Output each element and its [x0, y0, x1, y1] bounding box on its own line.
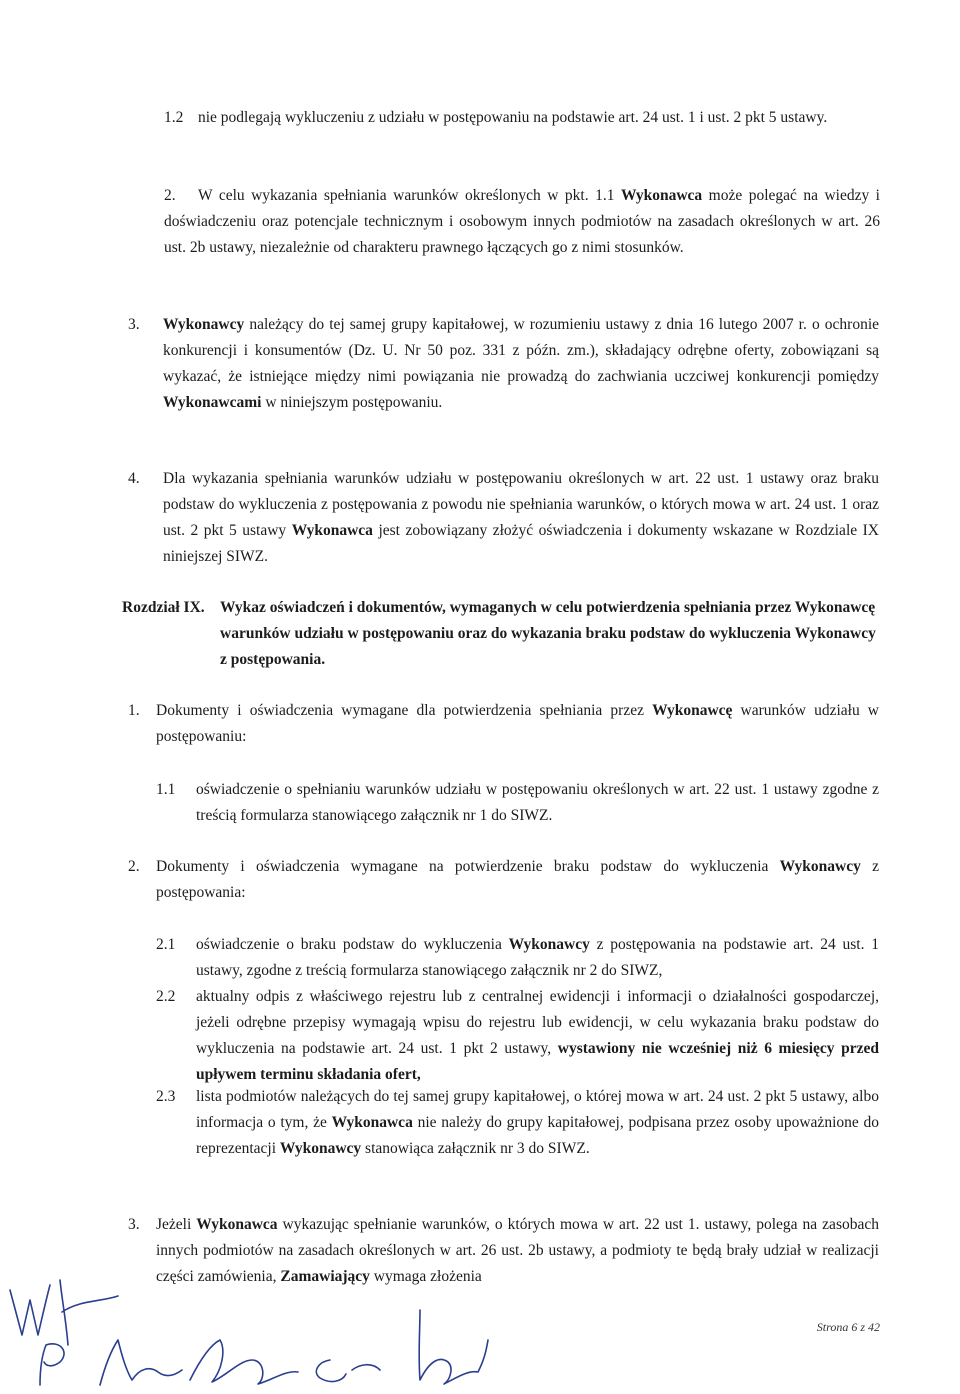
- chapter-title-text: Wykaz oświadczeń i dokumentów, wymaganych w celu potwierdzenia spełniania przez Wykonawcę warunków udziału w postępowaniu oraz do wykazania braku podstaw do wykluczenia Wykonawcy z postępowania.: [220, 599, 876, 668]
- paragraph-text: wykazując spełnianie warunków, o których mowa w art. 22 ust 1. ustawy, polega na zasobach innych podmiotów na zasadach określonych w art. 26 ust. 2b ustawy, a podmioty te będą brały udział w realizacji części zamówienia,: [156, 1216, 879, 1285]
- item-number: 1.1: [156, 781, 176, 798]
- paragraph-text: jest zobowiązany złożyć oświadczenia i dokumenty wskazane w Rozdziale IX niniejszej SIWZ.: [163, 522, 879, 565]
- paragraph-text: aktualny odpis z właściwego rejestru lub z centralnej ewidencji i informacji o działalności gospodarczej, jeżeli odrębne przepisy wymagają wpisu do rejestru lub ewidencji, w celu wykazania braku podstaw do wykluczenia na podstawie art. 24 ust. 1 pkt 2 ustawy,: [196, 988, 879, 1057]
- bold-term: Wykonawcę: [652, 702, 733, 719]
- paragraph-text: stanowiąca załącznik nr 3 do SIWZ.: [361, 1140, 590, 1157]
- paragraph-text: wymaga złożenia: [369, 1268, 482, 1285]
- paragraph-text: w niniejszym postępowaniu.: [261, 394, 443, 411]
- paragraph-text: należący do tej samej grupy kapitałowej, w rozumieniu ustawy z dnia 16 lutego 2007 r. o ochronie konkurencji i konsumentów (Dz. U. Nr 50 poz. 331 z późn. zm.), składający odrębne oferty, zobowiązani są wykazać, że istniejące między nimi powiązania nie prowadzą do zachwiania uczciwej konkurencji pomiędzy: [163, 316, 879, 385]
- item-number: 1.2: [164, 109, 184, 126]
- paragraph-text: Dokumenty i oświadczenia wymagane dla potwierdzenia spełniania przez: [156, 702, 653, 719]
- paragraph-text: Dla wykazania spełniania warunków udziału w postępowaniu określonych w art. 22 ust. 1 ustawy oraz braku podstaw do wykluczenia z postępowania z powodu nie spełniania warunków, o których mowa w art. 24 ust. 1 oraz ust. 2 pkt 5 ustawy: [163, 470, 879, 539]
- bold-term: Wykonawcami: [163, 394, 262, 411]
- item-number: 2.3: [156, 1088, 176, 1105]
- item-number: 2.: [164, 187, 176, 204]
- bold-term: Wykonawcy: [508, 936, 590, 953]
- paragraph-text: Dokumenty i oświadczenia wymagane na potwierdzenie braku podstaw do wykluczenia: [156, 858, 780, 875]
- signature-stroke: [419, 1310, 488, 1384]
- signature-stroke: [10, 1285, 50, 1335]
- signature-stroke: [40, 1344, 64, 1385]
- chapter-label: Rozdział IX.: [122, 599, 205, 616]
- item-number: 3.: [128, 316, 140, 333]
- bold-term: Wykonawcy: [779, 858, 861, 875]
- item-number: 2.2: [156, 988, 176, 1005]
- paragraph-text: nie podlegają wykluczeniu z udziału w postępowaniu na podstawie art. 24 ust. 1 i ust. 2 pkt 5 ustawy.: [198, 109, 828, 126]
- paragraph-text: Jeżeli: [156, 1216, 197, 1233]
- paragraph-text: z postępowania na podstawie art. 24 ust. 1 ustawy, zgodne z treścią formularza stanowiącego załącznik nr 2 do SIWZ,: [196, 936, 879, 979]
- bold-term: wystawiony nie wcześniej niż 6 miesięcy przed upływem terminu składania ofert,: [196, 1040, 880, 1083]
- paragraph-text: oświadczenie o spełnianiu warunków udziału w postępowaniu określonych w art. 22 ust. 1 ustawy zgodne z treścią formularza stanowiącego załącznik nr 1 do SIWZ.: [196, 781, 879, 824]
- bold-term: Wykonawca: [291, 522, 373, 539]
- bold-term: Wykonawca: [196, 1216, 278, 1233]
- item-number: 4.: [128, 470, 140, 487]
- item-number: 1.: [128, 702, 140, 719]
- paragraph-text: może polegać na wiedzy i doświadczeniu oraz potencjale technicznym i osobowym innych podmiotów na zasadach określonych w art. 26 ust. 2b ustawy, niezależnie od charakteru prawnego łączących go z nimi stosunków.: [164, 187, 880, 256]
- signature-stroke: [100, 1340, 182, 1385]
- item-number: 3.: [128, 1216, 140, 1233]
- paragraph-text: oświadczenie o braku podstaw do wykluczenia: [196, 936, 509, 953]
- bold-term: Wykonawca: [620, 187, 703, 204]
- item-number: 2.: [128, 858, 140, 875]
- paragraph-text: warunków udziału w postępowaniu:: [156, 702, 879, 745]
- paragraph-text: z postępowania:: [156, 858, 879, 901]
- bold-term: Zamawiający: [280, 1268, 370, 1285]
- signature-stroke: [60, 1280, 118, 1345]
- paragraph-text: nie należy do grupy kapitałowej, podpisana przez osoby upoważnione do reprezentacji: [196, 1114, 879, 1157]
- signature-stroke: [190, 1340, 298, 1384]
- bold-term: Wykonawcy: [163, 316, 245, 333]
- item-number: 2.1: [156, 936, 176, 953]
- signature-stroke: [316, 1360, 380, 1381]
- paragraph-text: W celu wykazania spełniania warunków określonych w pkt. 1.1: [198, 187, 621, 204]
- page-number: Strona 6 z 42: [816, 1320, 880, 1334]
- bold-term: Wykonawcy: [279, 1140, 362, 1157]
- paragraph-text: lista podmiotów należących do tej samej grupy kapitałowej, o której mowa w art. 24 ust. 2 pkt 5 ustawy, albo informacja o tym, że: [196, 1088, 879, 1131]
- bold-term: Wykonawca: [331, 1114, 413, 1131]
